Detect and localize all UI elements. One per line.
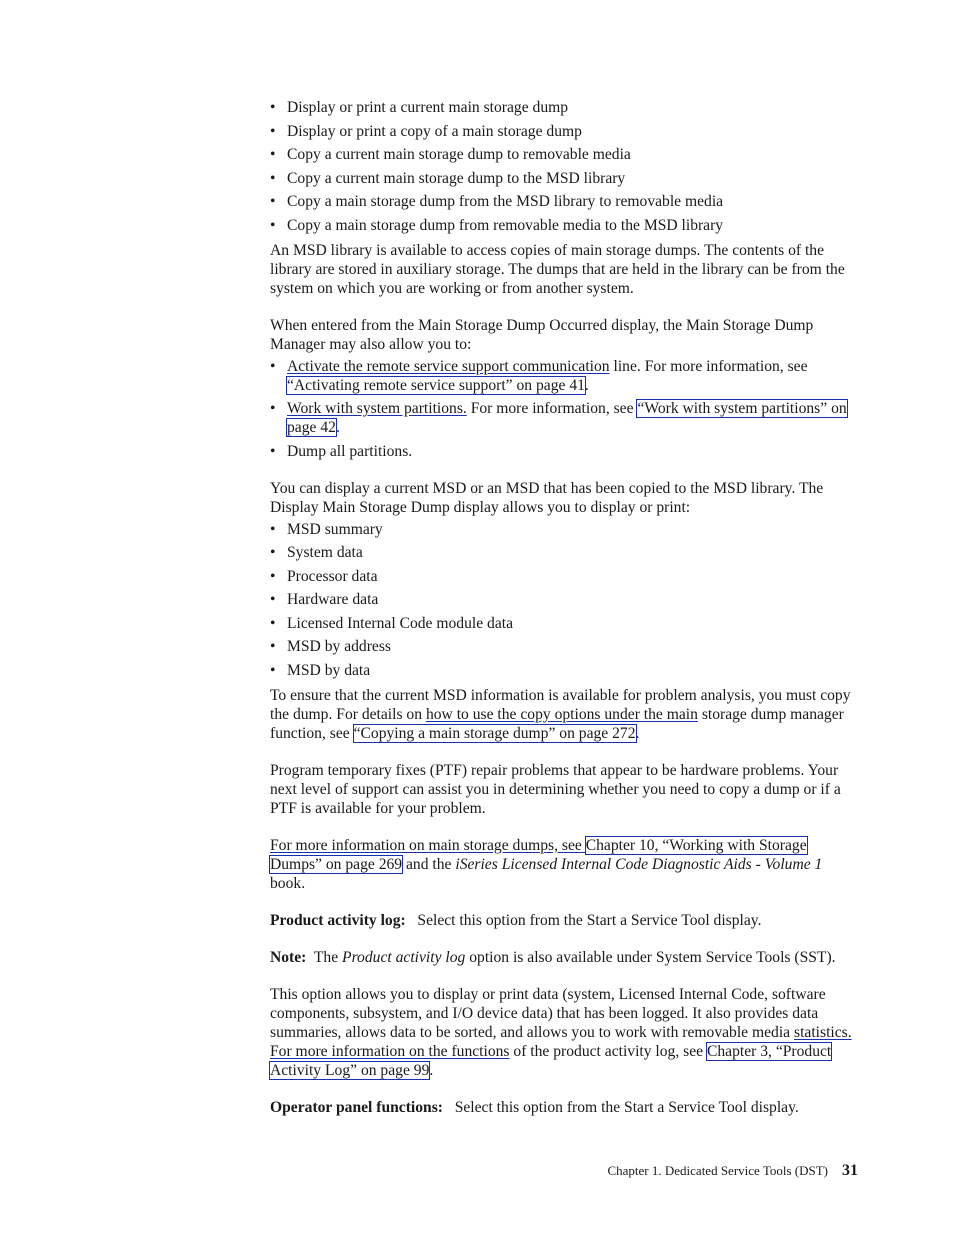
bullet: • <box>270 99 276 116</box>
list-item: • Copy a current main storage dump to the MSD library <box>270 169 626 187</box>
bullet: • <box>270 591 276 608</box>
list-item: • MSD summary <box>270 520 383 538</box>
page-footer <box>607 1162 858 1180</box>
note-paragraph: Note: The Product activity log option is also available under System Service Tools (SST). <box>270 948 836 966</box>
bullet: • <box>270 216 276 234</box>
bullet: • <box>270 169 276 187</box>
list-item: • Dump all partitions. <box>270 442 413 460</box>
bullet: • <box>270 567 276 585</box>
bullet: • <box>270 442 276 460</box>
product-activity-log-heading: Product activity log: Select this option from the Start a Service Tool display. <box>270 911 762 929</box>
bullet: • <box>270 638 276 655</box>
list-item: • Hardware data <box>270 591 379 608</box>
link-activating-remote-service-support[interactable]: “Activating remote service support” on page 41 <box>287 376 585 394</box>
bullet: • <box>270 122 276 140</box>
product-activity-log-paragraph: This option allows you to display or print data (system, Licensed Internal Code, software components, subsystem, and I/O device data) that has been logged. It also provides data summaries, allows data to be sorted, and allows you to work with removable media statistics. For more information on the functions of the product activity log, see Chapter 3, “Product Activity Log” on page 99. <box>270 985 852 1079</box>
footer-chapter-title: Chapter 1. Dedicated Service Tools (DST) <box>607 1163 828 1178</box>
list-item: • Display or print a copy of a main storage dump <box>270 122 582 140</box>
list-item: • Work with system partitions. For more information, see “Work with system partitions” on page 42. <box>270 400 847 436</box>
list-item: • Copy a main storage dump from the MSD library to removable media <box>270 193 724 210</box>
list-item: • Processor data <box>270 567 378 585</box>
display-print-options-list <box>270 520 860 680</box>
link-work-with-system-partitions[interactable]: “Work with system partitions” on page 42 <box>287 400 847 436</box>
list-item: • Copy a main storage dump from removable media to the MSD library <box>270 216 724 234</box>
ptf-paragraph: Program temporary fixes (PTF) repair problems that appear to be hardware problems. Your next level of support can assist you in determining whether you need to copy a dump or if a PTF is available for your problem. <box>270 761 841 817</box>
bullet: • <box>270 661 276 679</box>
bullet: • <box>270 614 276 632</box>
msd-library-paragraph: An MSD library is available to access copies of main storage dumps. The contents of the library are stored in auxiliary storage. The dumps that are held in the library can be from the system on which you are working or from another system. <box>270 241 845 297</box>
page-body <box>270 98 860 1117</box>
bullet: • <box>270 146 276 163</box>
list-item: • MSD by address <box>270 638 391 655</box>
link-chapter-3-product-activity-log[interactable]: Chapter 3, “Product Activity Log” on page 99 <box>270 1042 832 1079</box>
link-copying-main-storage-dump[interactable]: “Copying a main storage dump” on page 272 <box>353 724 636 742</box>
list-item: • System data <box>270 544 363 561</box>
storage-dump-options-list <box>270 98 860 235</box>
list-item: • Display or print a current main storage dump <box>270 99 569 116</box>
bullet: • <box>270 193 276 210</box>
display-msd-paragraph: You can display a current MSD or an MSD that has been copied to the MSD library. The Display Main Storage Dump display allows you to display or print: <box>270 479 824 516</box>
bullet: • <box>270 400 276 417</box>
list-item: • MSD by data <box>270 661 371 679</box>
list-item: • Copy a current main storage dump to removable media <box>270 146 631 163</box>
bullet: • <box>270 544 276 561</box>
dump-manager-options-list <box>270 357 860 461</box>
dump-manager-intro-paragraph: When entered from the Main Storage Dump Occurred display, the Main Storage Dump Manager may also allow you to: <box>270 316 814 353</box>
page-number: 31 <box>842 1162 858 1179</box>
bullet: • <box>270 520 276 538</box>
more-info-paragraph: For more information on main storage dumps, see Chapter 10, “Working with Storage Dumps” on page 269 and the iSeries Licensed Internal Code Diagnostic Aids - Volume 1 book. <box>270 836 823 892</box>
list-item: • Licensed Internal Code module data <box>270 614 514 632</box>
bullet: • <box>270 357 276 375</box>
link-chapter-10-storage-dumps[interactable]: Chapter 10, “Working with Storage Dumps” on page 269 <box>270 836 807 873</box>
copy-dump-paragraph: To ensure that the current MSD information is available for problem analysis, you must copy the dump. For details on how to use the copy options under the main storage dump manager function, see “Copying a main storage dump” on page 272. <box>270 686 851 742</box>
list-item: • Activate the remote service support communication line. For more information, see “Activating remote service support” on page 41. <box>270 357 808 394</box>
operator-panel-functions-heading: Operator panel functions: Select this option from the Start a Service Tool display. <box>270 1098 799 1116</box>
